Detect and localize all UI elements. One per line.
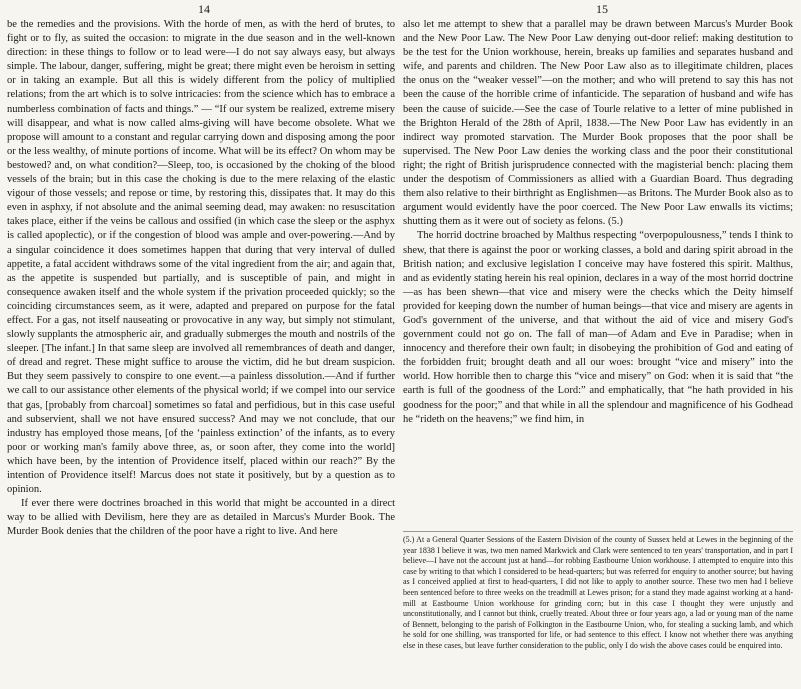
right-paragraph-1: also let me attempt to shew that a parallel may be drawn between Marcus's Murder Book and the New Poor Law. The New Poor Law denying out-door relief: making destitution to be the test for the Union workhouse, herein, breaks up families and separates husband and wife, and parents and children. The New Poor Law also as to illegitimate children, places the onus on the “weaker vessel”—on the mother; and who will pretend to say this has not been the cause of the horrible crime of infanticide. The separation of husband and wife has been the cause of suicide.—See the case of Tourle relative to a letter of mine published in the Brighton Herald of the 28th of April, 1838.—The New Poor Law has evidently in an indirect way promoted starvation. The Murder Book proposes that the poor shall be supervised. The New Poor Law denies the working class and the poor their constitutional right; the right of British jurisprudence connected with the magisterial bench: placing them under the despotism of Commissioners as allied with a Guardian Board. Thus degrading them also relative to their birthright as Englishmen—as Britons. The Murder Book also as to argument would evidently have the poor coerced. The New Poor Law enwalls its victims; shutting them as it were out of society as felons. (5.) (403, 19, 793, 228)
page-number-right: 15 (596, 2, 608, 16)
right-paragraph-2: The horrid doctrine broached by Malthus respecting “overpopulousness,” tends I think to shew, that there is against the poor or working classes, a bold and daring spirit abroad in the British nation; and exclusive legislation I conceive may have fostered this spirit. Malthus, and as evidently stating herein his real opinion, declares in a way of the most horrid doctrine—as has been shewn—that vice and misery were the checks which the Deity himself provided for keeping down the number of human beings—that vice and misery are agents in God's government of the universe, and that without the aid of vice and misery God's government could not go on. The fall of man—of Adam and Eve in Paradise; when in innocency and therefore their own fault; in disobeying the prohibition of God and eating of the forbidden fruit; brought death and all our woes: brought “vice and misery” into the world. How horrible then to charge this “vice and misery” on God: when it is said that “the earth is full of the goodness of the Lord:” and emphatically, that “he hath provided in his goodness for the poor;” and that while in all the splendour and magnificence of his Godhead he “rideth on the heavens;” we find him, in (403, 230, 793, 425)
right-column (403, 18, 793, 427)
left-column (7, 18, 395, 539)
footnote: (5.) At a General Quarter Sessions of the Eastern Division of the county of Sussex held at Lewes in the beginning of the year 1838 I believe it was, two men named Markwick and Clark were sentenced to ten years' transportation, and in part I believe—I have not the account just at hand—for robbing Eastbourne Union workhouse. I attempted to enquire into this case by writing to that which I considered to be head-quarters; but was referred for enquiry to another source; but having as I conceived applied at first to head-quarters, I did not like to apply to another source. These two men had I believe been sentenced before to three weeks on the treadmill at Lewes prison; for a stand they made against working at a hand-mill at Eastbourne Union workhouse for grinding corn; but in this case I thought they were unjustly and unconstitutionally, and I cannot but think, cruelly treated. About three or four years ago, a lad or young man of the name of Bennett, belonging to the parish of Folkington in the Eastbourne Union, who, for stealing a sucking lamb, and which he sold for one shilling, was transported for life, or had sentence to this effect. I know not whether there was anything else in these cases, but leave further consideration to the public, only I do wish the above cases could be enquired into. (403, 535, 793, 650)
left-paragraph-1: be the remedies and the provisions. With the horde of men, as with the herd of brutes, to fight or to fly, as suited the occasion: to migrate in the due season and in the well-known direction: in these things to follow or to lead were—I do not say always easy, but always simple. The labour, danger, suffering, might be great; there might even be heroism in setting or in taking an example. But all this is widely different from the policy of multiplied relations; from the art which is to solve intricacies: from the science which has to embrace a numberless combination of facts and things.” — “If our system be realized, extreme misery will disappear, and what is now called alms-giving will have become obsolete. What we propose will amount to a constant and regular carrying down and disposing among the poor or the less wealthy, of minute portions of income. What will be its effect? On whom may be bestowed? and, on what condition?—Sleep, too, is occasioned by the choking of the blood vessels of the brain; but in this case the choking is due to the mere relaxing of the elastic vigour of those vessels; and repose or time, by restoring this, dissipates that. It may do this even in asphxy, if not absolute and the animal seeming dead, may awaken: no resuscitation takes place, either if the veins be callous and ossified (in which case the sleep or the asphyx is called apoplectic), or if the congestion of blood was ample and over-powering.—And by a singular coincidence it does sometimes happen that during that very interval of dulled appetite, a fatal accident withdraws some of the vital ingredient from the air; and again that, as the appetite is suspended but partially, and is susceptible of pain, and might in consequence awaken itself and the whole system if the privation proceeded quickly; so the coinciding circumstances seem, as it were, adapted and prepared on purpose for the fatal effect. For a gas, not itself nauseating or provocative in any way, but simply not stimulant, slowly supplants the atmospheric air, and gradually submerges the mouth and nostrils of the sleeper. [The infant.] In that same sleep are involved all remembrances of death and danger, of dread and regret. These might suffice to arouse the victim, did he but dream suspicion. But they seem passively to conspire to one event.—a painless dissolution.—And if further we call to our assistance other elements of the physical world; if we compel into our service that gas, [probably from charcoal] sometimes so fatal and perfidious, but in this case useful and subservient, shall we not have ensured success? And may we not conclude, that our industry has employed those means, [of the ‘painless extinction’ of the infants, as to every poor or working man's family above three, as, or soon after, they come into the world] which have been, by the intention of Providence itself, placed within our reach?” By the intention of Providence itself! Marcus does not state it positively, but by a question as to opinion. (7, 19, 395, 496)
footnote-divider (403, 531, 793, 532)
page-number-left: 14 (198, 2, 210, 16)
left-paragraph-2: If ever there were doctrines broached in this world that might be accounted in a direct way to be allied with Devilism, here they are as detailed in Marcus's Murder Book. The Murder Book denies that the children of the poor have a right to live. And here (7, 498, 395, 538)
